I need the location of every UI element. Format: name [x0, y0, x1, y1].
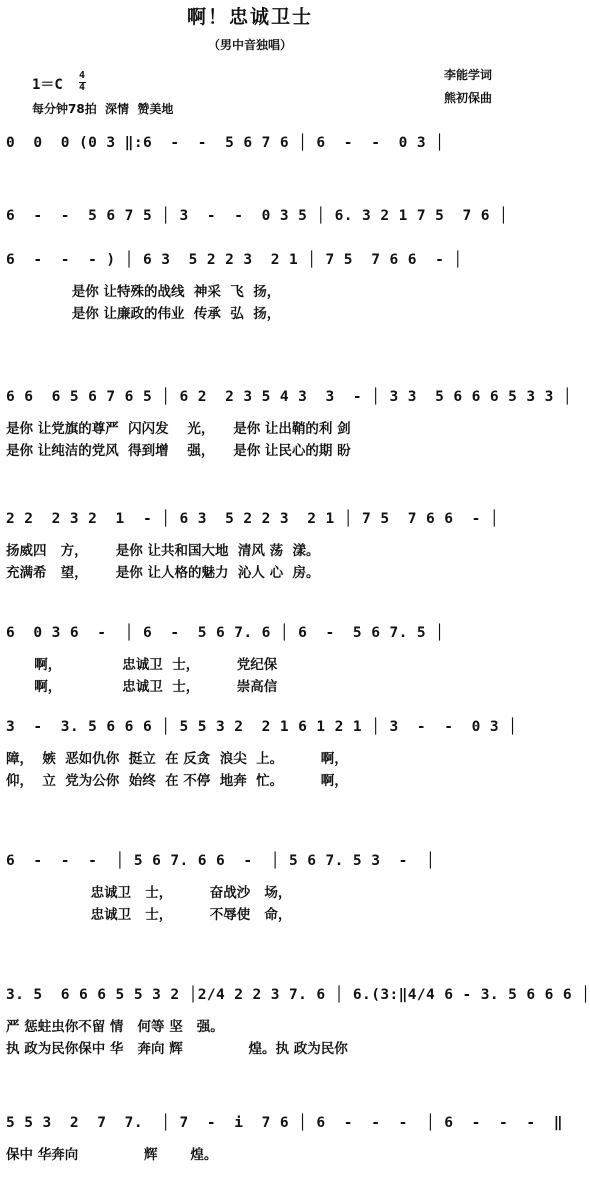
song-subtitle: （男中音独唱） [207, 38, 292, 52]
time-signature-top: 4 [79, 70, 86, 81]
lyric-line: 障， 嫉 恶如仇你 挺立 在 反贪 浪尖 上。 啊， [6, 751, 348, 767]
composer-credit: 熊初保曲 [443, 91, 492, 105]
notation-line: 3 - 3. 5 6 6 6 │ 5 5 3 2 2 1 6 1 2 1 │ 3 - - 0 3 │ [6, 719, 518, 735]
lyric-line: 忠诚卫 士， 不辱使 命， [6, 907, 292, 923]
lyric-line: 是你 让党旗的尊严 闪闪发 光， 是你 让出鞘的利 剑 [6, 421, 351, 437]
lyric-line: 是你 让特殊的战线 神采 飞 扬， [6, 284, 281, 300]
lyric-line: 是你 让纯洁的党风 得到增 强， 是你 让民心的期 盼 [6, 443, 351, 459]
lyric-line: 忠诚卫 士， 奋战沙 场， [6, 885, 292, 901]
lyricist-credit: 李能学词 [443, 68, 492, 82]
lyric-line: 啊， 忠诚卫 士， 党纪保 [6, 657, 278, 673]
notation-line: 2 2 2 3 2 1 - │ 6 3 5 2 2 3 2 1 │ 7 5 7 6 6 - │ [6, 511, 500, 527]
key-signature: 1＝C [32, 77, 63, 93]
lyric-line: 扬威四 方， 是你 让共和国大地 清风 荡 漾。 [6, 543, 320, 559]
notation-line: 6 - - - ) │ 6 3 5 2 2 3 2 1 │ 7 5 7 6 6 - │ [6, 252, 463, 268]
lyric-line: 啊， 忠诚卫 士， 崇高信 [6, 679, 278, 695]
notation-line: 6 - - - │ 5 6 7. 6 6 - │ 5 6 7. 5 3 - │ [6, 853, 436, 869]
tempo-marking: 每分钟78拍 深情 赞美地 [32, 102, 174, 116]
lyric-line: 是你 让廉政的伟业 传承 弘 扬， [6, 306, 281, 322]
lyric-line: 保中 华奔向 辉 煌。 [6, 1147, 218, 1163]
notation-line: 6 6 6 5 6 7 6 5 │ 6 2 2 3 5 4 3 3 - │ 3 3 5 6 6 6 5 3 3 │ [6, 389, 573, 405]
lyric-line: 执 政为民你保中 华 奔向 辉 煌。执 政为民你 [6, 1041, 348, 1057]
notation-line: 0 0 0 (0 3 ‖:6 - - 5 6 7 6 │ 6 - - 0 3 │ [6, 135, 445, 151]
lyric-line: 充满希 望， 是你 让人格的魅力 沁人 心 房。 [6, 565, 320, 581]
notation-line: 5 5 3 2 7 7. │ 7 - i 7 6 │ 6 - - - │ 6 - - - ‖ [6, 1115, 563, 1131]
song-title: 啊！忠诚卫士 [186, 6, 313, 28]
notation-line: 6 - - 5 6 7 5 │ 3 - - 0 3 5 │ 6. 3 2 1 7 5 7 6 │ [6, 208, 509, 224]
notation-line: 3. 5 6 6 6 5 5 3 2 │2/4 2 2 3 7. 6 │ 6.(3:‖4/4 6 - 3. 5 6 6 6 │ [6, 987, 590, 1003]
lyric-line: 严 惩蛀虫你不留 情 何等 坚 强。 [6, 1019, 224, 1035]
lyric-line: 仰， 立 党为公你 始终 在 不停 地奔 忙。 啊， [6, 773, 348, 789]
notation-line: 6 0 3 6 - │ 6 - 5 6 7. 6 │ 6 - 5 6 7. 5 │ [6, 625, 445, 641]
time-signature-bottom: 4 [79, 82, 86, 93]
